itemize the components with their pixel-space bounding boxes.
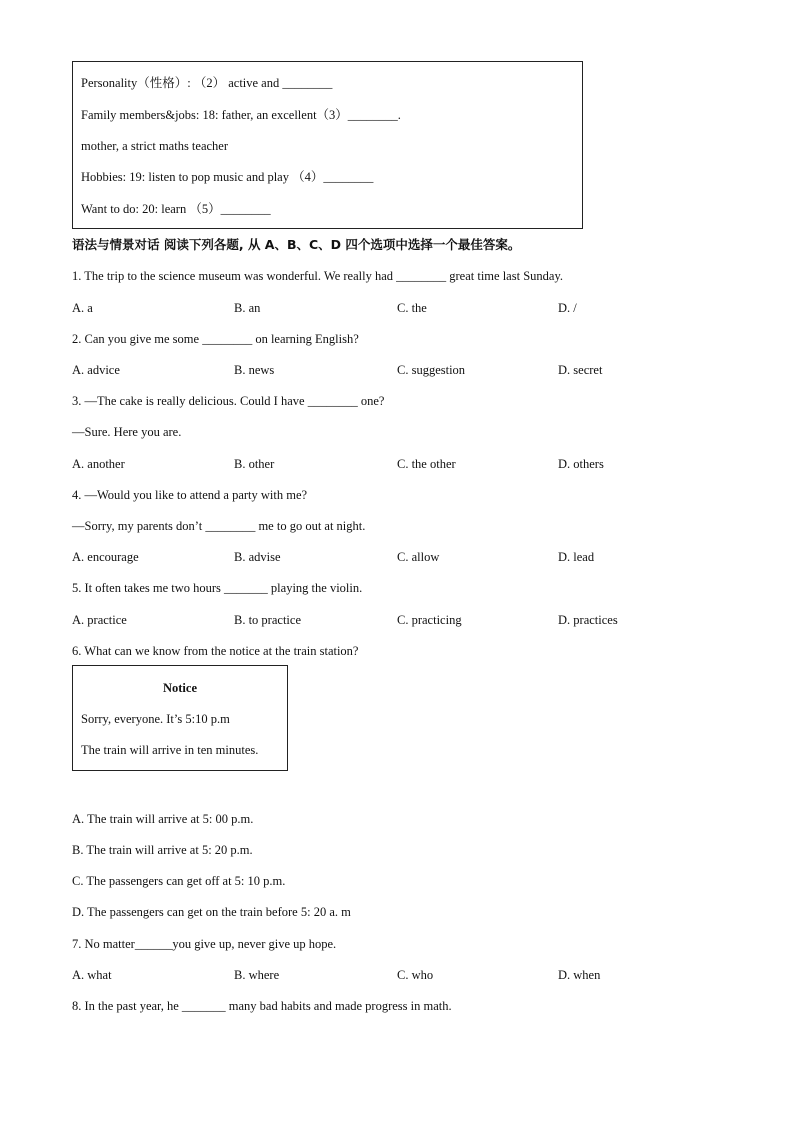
q2-option-a[interactable]: A. advice: [72, 363, 120, 377]
notice-title: Notice: [162, 681, 197, 695]
q3-option-d[interactable]: D. others: [558, 457, 604, 471]
q4-option-b[interactable]: B. advise: [234, 550, 281, 564]
notice-line-1: Sorry, everyone. It’s 5:10 p.m: [81, 712, 230, 726]
q2-option-c[interactable]: C. suggestion: [397, 363, 466, 377]
q3-option-b[interactable]: B. other: [234, 457, 275, 471]
q7-option-b[interactable]: B. where: [234, 968, 280, 982]
hobbies-line: Hobbies: 19: listen to pop music and play （4）________: [81, 170, 374, 184]
question-7-stem: 7. No matter______you give up, never give up hope.: [72, 937, 337, 951]
q5-option-d[interactable]: D. practices: [558, 613, 618, 627]
q1-option-c[interactable]: C. the: [397, 301, 427, 315]
q6-option-d[interactable]: D. The passengers can get on the train before 5: 20 a. m: [72, 905, 351, 919]
q5-option-c[interactable]: C. practicing: [397, 613, 462, 627]
profile-info-box: [72, 61, 583, 229]
question-1-stem: 1. The trip to the science museum was wonderful. We really had ________ great time last Sunday.: [72, 269, 564, 283]
q4-option-a[interactable]: A. encourage: [72, 550, 139, 564]
question-4-reply: —Sorry, my parents don’t ________ me to go out at night.: [72, 519, 366, 533]
q1-option-a[interactable]: A. a: [72, 301, 93, 315]
q3-option-a[interactable]: A. another: [72, 457, 125, 471]
notice-line-2: The train will arrive in ten minutes.: [81, 743, 259, 757]
question-2-stem: 2. Can you give me some ________ on learning English?: [72, 332, 359, 346]
family-line: Family members&jobs: 18: father, an excellent（3）________.: [81, 108, 401, 122]
section-heading: 语法与情景对话 阅读下列各题, 从 A、B、C、D 四个选项中选择一个最佳答案。: [72, 237, 521, 252]
question-8-stem: 8. In the past year, he _______ many bad habits and made progress in math.: [72, 999, 452, 1013]
q2-option-d[interactable]: D. secret: [558, 363, 603, 377]
q2-option-b[interactable]: B. news: [234, 363, 275, 377]
question-6-stem: 6. What can we know from the notice at the train station?: [72, 644, 359, 658]
q7-option-c[interactable]: C. who: [397, 968, 434, 982]
q1-option-d[interactable]: D. /: [558, 301, 577, 315]
q6-option-c[interactable]: C. The passengers can get off at 5: 10 p.m.: [72, 874, 286, 888]
q4-option-d[interactable]: D. lead: [558, 550, 595, 564]
personality-line: Personality（性格）: （2） active and ________: [81, 76, 333, 90]
want-line: Want to do: 20: learn （5）________: [81, 202, 271, 216]
q6-option-a[interactable]: A. The train will arrive at 5: 00 p.m.: [72, 812, 254, 826]
q7-option-d[interactable]: D. when: [558, 968, 601, 982]
question-3-reply: —Sure. Here you are.: [72, 425, 182, 439]
q1-option-b[interactable]: B. an: [234, 301, 261, 315]
q4-option-c[interactable]: C. allow: [397, 550, 440, 564]
q5-option-a[interactable]: A. practice: [72, 613, 127, 627]
q5-option-b[interactable]: B. to practice: [234, 613, 301, 627]
q7-option-a[interactable]: A. what: [72, 968, 112, 982]
question-4-stem: 4. —Would you like to attend a party with me?: [72, 488, 308, 502]
question-5-stem: 5. It often takes me two hours _______ playing the violin.: [72, 581, 363, 595]
notice-box: [72, 665, 288, 771]
q6-option-b[interactable]: B. The train will arrive at 5: 20 p.m.: [72, 843, 253, 857]
mother-line: mother, a strict maths teacher: [81, 139, 229, 153]
question-3-stem: 3. —The cake is really delicious. Could I have ________ one?: [72, 394, 385, 408]
q3-option-c[interactable]: C. the other: [397, 457, 456, 471]
